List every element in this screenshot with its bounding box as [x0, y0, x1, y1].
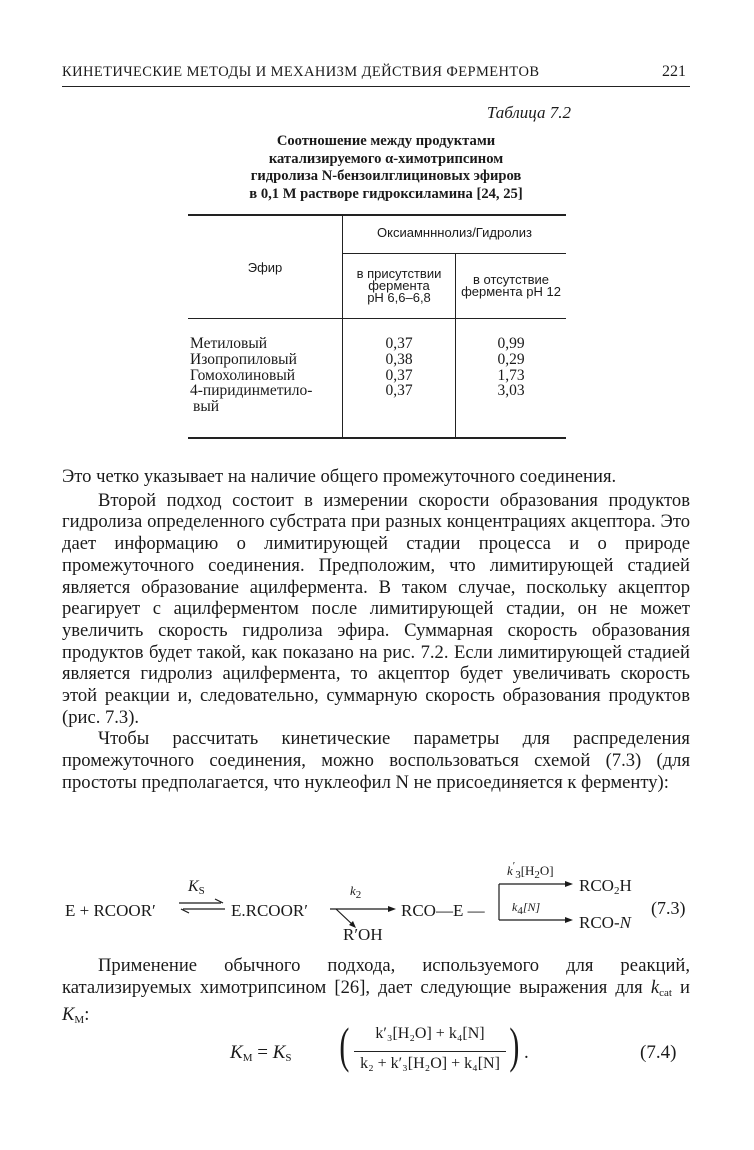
- kcat-subscript: cat: [659, 986, 672, 999]
- left-paren: (: [339, 1017, 350, 1073]
- kcat-symbol: k: [650, 976, 660, 998]
- equation-number: (7.4): [640, 1042, 677, 1063]
- table-value: 0,29: [497, 350, 525, 368]
- km-symbol-inline: K: [62, 1004, 75, 1026]
- body-text: [62, 466, 690, 794]
- table-value: 3,03: [497, 382, 525, 400]
- table-cell-without-enzyme: [456, 336, 566, 399]
- fraction-bar: [354, 1051, 506, 1052]
- equation-numerator: k′₃[H₂O] + k₄[N]: [375, 1025, 485, 1042]
- table-row-ester: вый: [193, 398, 220, 416]
- equals-sign: =: [257, 1042, 268, 1063]
- scheme-k2: [350, 883, 361, 901]
- scheme-complex: E.RCOOR′: [231, 901, 308, 920]
- header-line: в отсутствие: [473, 272, 549, 287]
- equation-denominator: k₂ + k′₃[H₂O] + k₄[N]: [360, 1055, 500, 1072]
- k2-subscript: 2: [355, 889, 362, 901]
- paragraph: Чтобы рассчитать кинетические параметры для распределения промежуточного соединения, можно воспользоваться схемой (7.3) (для простоты предполагается, что нуклеофил N не присоединяется к ферменту):: [62, 728, 690, 793]
- km-subscript: M: [242, 1052, 253, 1064]
- header-group: Оксиамнннолиз/Гидролиз: [377, 225, 532, 240]
- header-line: в присутствии: [356, 266, 442, 281]
- caption-line: катализируемого α-химотрипсином: [268, 150, 504, 167]
- product-acid-subscript: 2: [613, 885, 620, 897]
- caption-line: гидролиза N-бензоилглициновых эфиров: [250, 168, 522, 184]
- scheme-k3: $k'_3[H_2O]$: [507, 860, 554, 881]
- scheme-substrate: E + RCOOR′: [65, 901, 156, 920]
- ks-symbol: K: [272, 1042, 286, 1063]
- ks-symbol: K: [188, 878, 199, 895]
- caption-line: в 0,1 M растворе гидроксиламина [24, 25]: [249, 185, 523, 202]
- body-text-final: [62, 955, 690, 1032]
- k3-subscript: 3: [515, 869, 521, 881]
- table-label: Таблица 7.2: [486, 103, 571, 122]
- table-value: 0,37: [385, 366, 413, 384]
- header-line: фермента: [368, 278, 430, 293]
- equation-period: .: [524, 1042, 529, 1063]
- k4-conc: [N]: [522, 900, 541, 914]
- table-row-ester: 4-пиридинметило-: [190, 382, 313, 400]
- table-row-ester: Гомохолиновый: [190, 366, 296, 384]
- k2-symbol: k: [350, 883, 356, 898]
- paragraph-text: :: [84, 1004, 90, 1026]
- product-n-symbol: N: [619, 913, 631, 932]
- table-cell-with-enzyme: [343, 336, 455, 399]
- table-column-divider: [342, 214, 343, 437]
- header-with-enzyme: [343, 268, 455, 304]
- ks-subscript: S: [198, 885, 205, 897]
- k3-conc-end: O]: [539, 863, 554, 878]
- k3-conc: [H: [520, 863, 535, 878]
- scheme-product-n: [579, 913, 631, 933]
- page-number: 221: [662, 63, 686, 80]
- ks-subscript: S: [285, 1052, 292, 1064]
- km-symbol: K: [230, 1042, 243, 1063]
- caption-line: Соотношение между продуктами: [276, 133, 496, 149]
- k4-subscript: 4: [517, 905, 523, 917]
- header-ester: Эфир: [247, 260, 283, 275]
- table-bottom-rule: [188, 437, 566, 439]
- table-row-ester: Метиловый: [190, 335, 268, 352]
- header-without-enzyme: [456, 274, 566, 298]
- table-value: 0,99: [497, 335, 525, 352]
- scheme-ks: [188, 878, 205, 897]
- table-value: 0,37: [385, 382, 413, 400]
- scheme-acyl-enzyme: RCO—E —: [401, 901, 485, 920]
- scheme-leaving-group: R′OH: [343, 925, 383, 944]
- k3-symbol: k: [507, 863, 513, 878]
- product-acid: RCO: [579, 876, 614, 895]
- paragraph: [62, 955, 690, 1032]
- km-subscript-inline: M: [74, 1014, 85, 1027]
- table-caption: [180, 133, 592, 203]
- scheme-k4: [512, 900, 540, 917]
- running-title: КИНЕТИЧЕСКИЕ МЕТОДЫ И МЕХАНИЗМ ДЕЙСТВИЯ ФЕРМЕНТОВ: [62, 64, 540, 80]
- table-value: 0,38: [385, 350, 413, 368]
- paragraph: Второй подход состоит в измерении скорости образования продуктов гидролиза определенного субстрата при разных концентрациях акцептора. Это дает информацию о лимитирующей стадии процесса и о природе промежуточного соединения. Предположим, что лимитирующей стадией является образование ацилфермента. В таком случае, поскольку акцептор реагирует с ацилферментом после лимитирующей стадии, он не может увеличить скорость гидролиза эфира. Суммарная скорость образования продуктов будет такой, как показано на рис. 7.2. Если лимитирующей стадией является гидролиз ацилфермента, то акцептор будет увеличивать скорость этой реакции и, следовательно, суммарную скорость образования продуктов (рис. 7.3).: [62, 489, 690, 728]
- k4-symbol: k: [512, 900, 518, 914]
- paragraph: Это четко указывает на наличие общего промежуточного соединения.: [62, 466, 617, 487]
- product-n: RCO-: [579, 913, 620, 932]
- header-line: pH 6,6–6,8: [367, 290, 431, 305]
- table-body-rule: [188, 318, 566, 319]
- running-head: [62, 60, 690, 87]
- paragraph-text: Применение обычного подхода, используемого для реакций, катализируемых химотрипсином [26], дает следующие выражения для: [62, 955, 690, 998]
- table-row-ester: Изопропиловый: [190, 350, 297, 368]
- table-top-rule: [188, 214, 566, 216]
- table-cell-ester: [190, 336, 340, 415]
- product-acid-end: H: [619, 876, 632, 895]
- table-value: 1,73: [497, 366, 525, 384]
- k3-conc-subscript: 2: [534, 869, 540, 881]
- equation-lhs: [230, 1042, 292, 1064]
- equilibrium-arrow: [177, 899, 227, 913]
- table-value: 0,37: [385, 335, 413, 352]
- scheme-number: (7.3): [651, 898, 686, 918]
- paragraph-text: и: [671, 976, 690, 998]
- header-line: фермента pH 12: [461, 284, 561, 299]
- scheme-product-acid: [579, 876, 632, 897]
- right-paren: ): [509, 1017, 520, 1073]
